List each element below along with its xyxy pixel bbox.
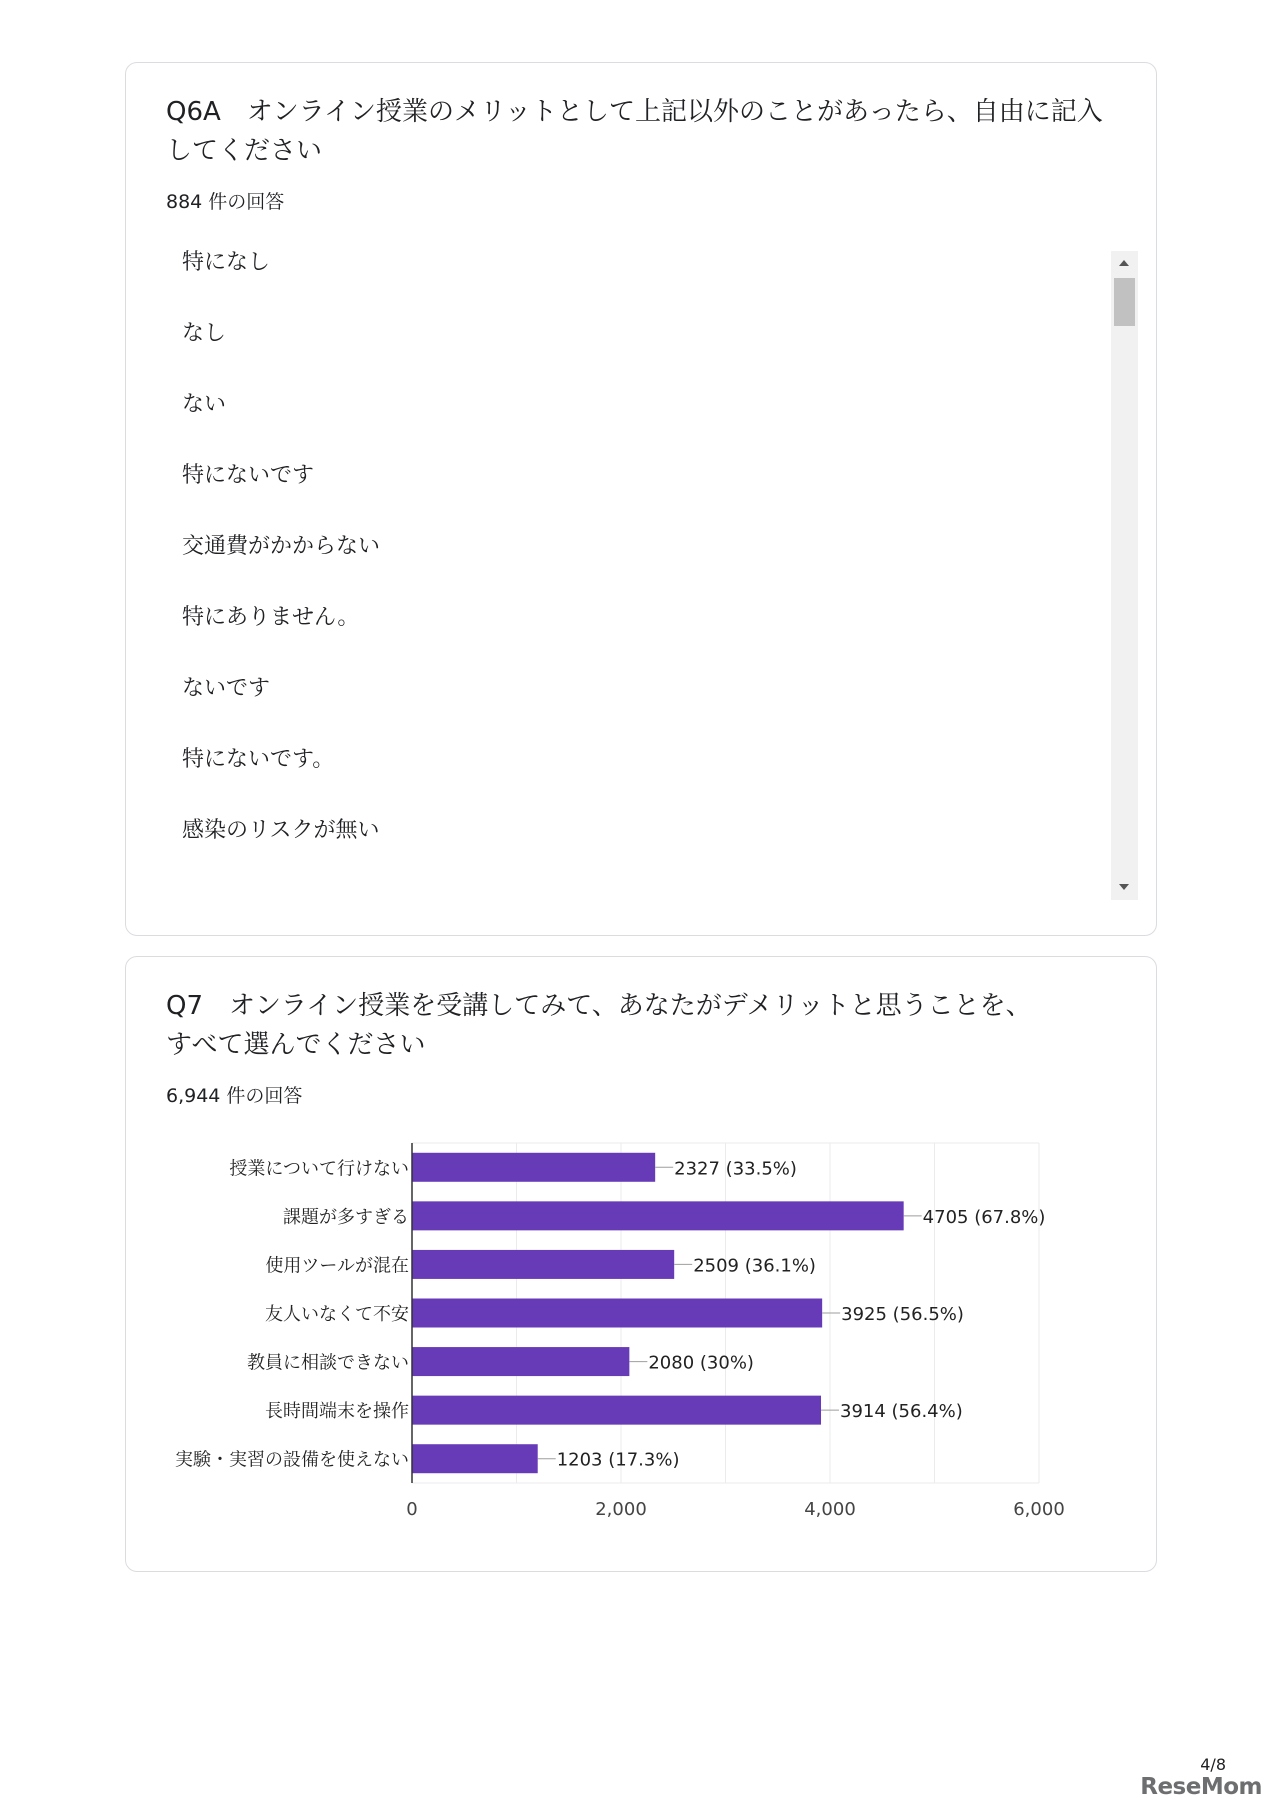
x-tick-label: 0 xyxy=(406,1499,418,1520)
bar xyxy=(412,1153,655,1182)
q7-bar-chart xyxy=(126,1135,1156,1555)
scroll-down-arrow-icon[interactable] xyxy=(1111,874,1138,900)
bar xyxy=(412,1299,822,1328)
category-label: 課題が多すぎる xyxy=(283,1206,409,1228)
response-item: ないです xyxy=(182,676,271,701)
q6a-card xyxy=(125,62,1157,936)
response-item: 特にないです xyxy=(182,463,315,488)
q6a-title-line2: してください xyxy=(166,136,323,166)
resemom-logo: ReseMom xyxy=(1140,1774,1262,1800)
scrollbar-thumb[interactable] xyxy=(1114,278,1135,326)
response-item: 特にないです。 xyxy=(182,747,335,772)
response-item: 特になし xyxy=(182,250,271,275)
data-label: 2509 (36.1%) xyxy=(693,1255,816,1277)
q6a-response-count: 884 件の回答 xyxy=(166,191,285,213)
scroll-up-arrow-icon[interactable] xyxy=(1111,251,1138,277)
x-tick-label: 4,000 xyxy=(804,1499,856,1520)
q7-response-count: 6,944 件の回答 xyxy=(166,1085,303,1107)
data-label: 1203 (17.3%) xyxy=(556,1449,680,1471)
page-number: 4/8 xyxy=(1200,1755,1226,1774)
response-list-scrollbar[interactable] xyxy=(1111,251,1138,900)
response-item: ない xyxy=(182,392,227,417)
data-label: 2327 (33.5%) xyxy=(674,1158,797,1180)
response-item: 感染のリスクが無い xyxy=(182,818,380,843)
q7-title-line2: すべて選んでください xyxy=(166,1030,426,1060)
bar xyxy=(412,1347,629,1376)
data-label: 3925 (56.5%) xyxy=(841,1304,964,1325)
data-label: 4705 (67.8%) xyxy=(922,1206,1046,1228)
q7-card xyxy=(125,956,1157,1572)
q7-title xyxy=(166,987,1116,1065)
q7-title-line1: Q7 オンライン授業を受講してみて、あなたがデメリットと思うことを、 xyxy=(166,991,1032,1021)
category-label: 使用ツールが混在 xyxy=(265,1255,409,1277)
bar xyxy=(412,1444,538,1473)
x-tick-label: 6,000 xyxy=(1013,1499,1065,1520)
bar xyxy=(412,1250,674,1279)
x-tick-label: 2,000 xyxy=(595,1499,647,1520)
bar xyxy=(412,1201,904,1230)
response-item: 交通費がかからない xyxy=(182,534,381,559)
response-item: 特にありません。 xyxy=(182,605,360,630)
category-label: 実験・実習の設備を使えない xyxy=(175,1449,409,1471)
response-item: なし xyxy=(182,321,227,346)
category-label: 授業について行けない xyxy=(229,1158,409,1180)
category-label: 教員に相談できない xyxy=(247,1352,409,1374)
category-label: 長時間端末を操作 xyxy=(265,1401,409,1423)
bar xyxy=(412,1396,821,1425)
category-label: 友人いなくて不安 xyxy=(265,1304,409,1325)
q6a-response-list xyxy=(182,249,1022,888)
data-label: 2080 (30%) xyxy=(648,1352,754,1374)
data-label: 3914 (56.4%) xyxy=(840,1401,963,1423)
q6a-title-line1: Q6A オンライン授業のメリットとして上記以外のことがあったら、自由に記入 xyxy=(166,97,1103,127)
q6a-title xyxy=(166,93,1116,171)
